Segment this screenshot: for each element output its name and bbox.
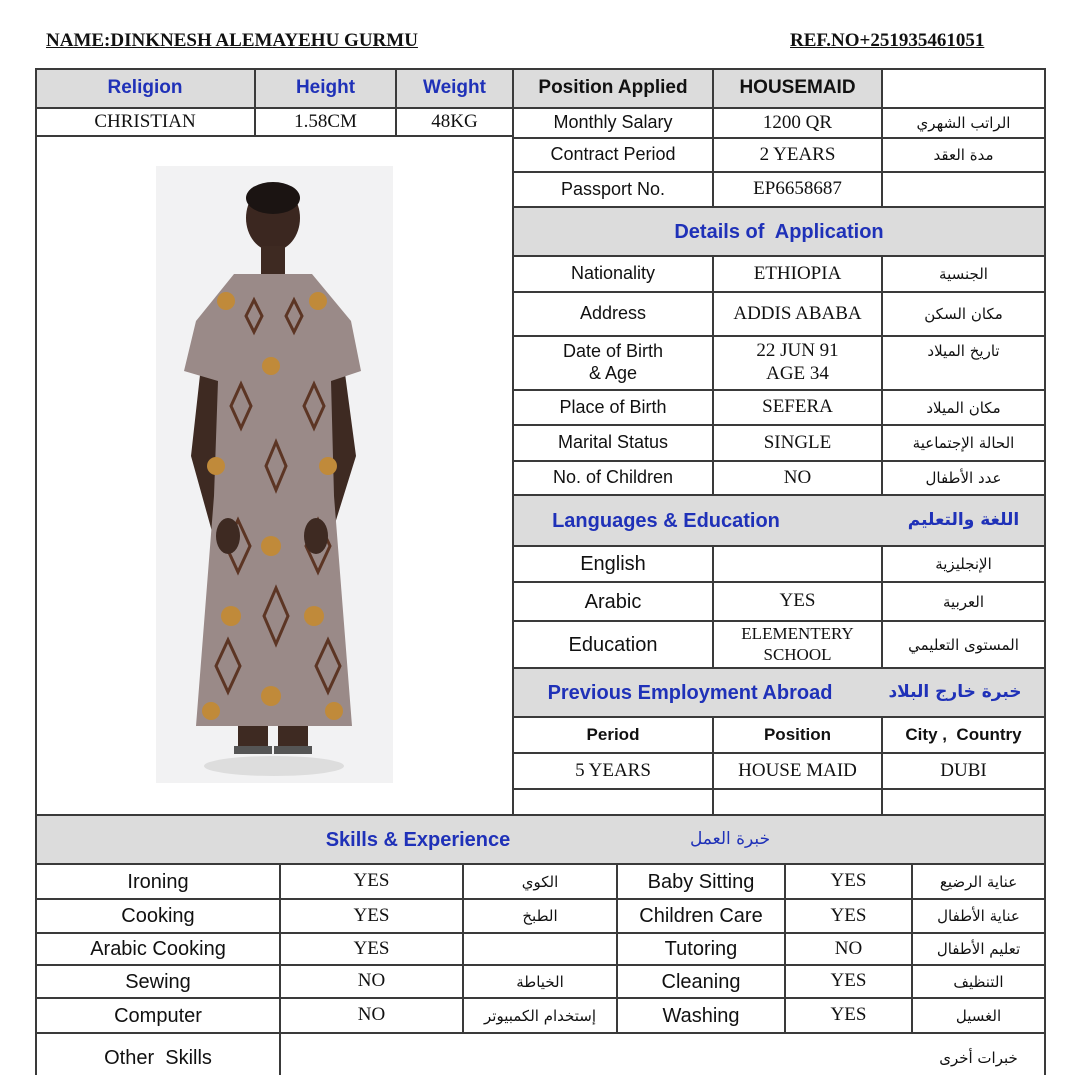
arabic-value: YES bbox=[779, 590, 816, 612]
address-label: Address bbox=[579, 303, 647, 324]
employment-header: Previous Employment Abroad bbox=[547, 681, 833, 704]
weight-value: 48KG bbox=[431, 110, 478, 132]
skill-computer-label: Computer bbox=[114, 1004, 202, 1027]
education-ar: المستوى التعليمي bbox=[908, 635, 1019, 654]
skill-washing-value: YES bbox=[830, 1004, 867, 1026]
skill-sewing-label: Sewing bbox=[125, 970, 191, 993]
monthly-salary-label: Monthly Salary bbox=[553, 112, 673, 133]
english-value bbox=[714, 547, 881, 581]
employment-position-header: Position bbox=[763, 724, 832, 744]
skill-arabic-cooking-ar bbox=[464, 934, 616, 964]
dob-label-line2: & Age bbox=[588, 363, 638, 383]
skill-sewing-value: NO bbox=[357, 970, 386, 992]
other-skills-ar: خبرات أخرى bbox=[939, 1048, 1018, 1067]
skill-tutoring-ar: تعليم الأطفال bbox=[936, 940, 1021, 958]
skill-cleaning-value: YES bbox=[830, 970, 867, 992]
applicant-photo bbox=[156, 166, 393, 783]
children-ar: عدد الأطفال bbox=[925, 469, 1002, 487]
education-label: Education bbox=[568, 633, 658, 656]
contract-period-label: Contract Period bbox=[550, 144, 676, 165]
skill-computer-value: NO bbox=[357, 1004, 386, 1026]
education-value-line1: ELEMENTERY bbox=[741, 624, 854, 644]
education-value bbox=[714, 622, 881, 667]
dob-value-date: 22 JUN 91 bbox=[756, 340, 839, 362]
nationality-value: ETHIOPIA bbox=[753, 262, 842, 284]
skill-children-care-ar: عناية الأطفال bbox=[937, 907, 1020, 925]
marital-ar: الحالة الإجتماعية bbox=[912, 434, 1015, 452]
skill-cooking-ar: الطبخ bbox=[522, 907, 558, 925]
marital-label: Marital Status bbox=[557, 432, 669, 453]
skill-cleaning-label: Cleaning bbox=[661, 970, 741, 993]
address-value: ADDIS ABABA bbox=[733, 302, 862, 324]
skills-header-ar: خبرة العمل bbox=[689, 829, 771, 850]
contract-period-ar: مدة العقد bbox=[933, 146, 994, 164]
skill-ironing-value: YES bbox=[353, 870, 390, 892]
employment-header-ar: خبرة خارج البلاد bbox=[888, 682, 1022, 703]
skill-arabic-cooking-value: YES bbox=[353, 937, 390, 959]
height-header: Height bbox=[295, 77, 356, 99]
skill-children-care-label: Children Care bbox=[639, 905, 763, 927]
skill-children-care-value: YES bbox=[830, 904, 867, 926]
nationality-label: Nationality bbox=[570, 263, 656, 284]
skill-tutoring-label: Tutoring bbox=[664, 938, 738, 960]
pob-label: Place of Birth bbox=[559, 396, 667, 417]
arabic-label: Arabic bbox=[584, 590, 642, 613]
skill-ironing-label: Ironing bbox=[127, 870, 189, 893]
skills-header: Skills & Experience bbox=[325, 828, 511, 851]
religion-value: CHRISTIAN bbox=[94, 110, 196, 132]
monthly-salary-ar: الراتب الشهري bbox=[916, 114, 1011, 132]
dob-value bbox=[714, 337, 881, 389]
english-ar: الإنجليزية bbox=[935, 555, 992, 573]
religion-header: Religion bbox=[107, 77, 183, 99]
marital-value: SINGLE bbox=[763, 431, 832, 453]
position-applied-label: Position Applied bbox=[538, 77, 688, 99]
pob-ar: مكان الميلاد bbox=[926, 398, 1001, 417]
skill-cleaning-ar: التنظيف bbox=[953, 972, 1004, 991]
employment-position-value: HOUSE MAID bbox=[738, 759, 857, 781]
details-header: Details of Application bbox=[674, 220, 884, 243]
reference-number: REF.NO+251935461051 bbox=[790, 30, 985, 51]
nationality-ar: الجنسية bbox=[939, 265, 988, 283]
skill-baby-sitting-ar: عناية الرضيع bbox=[939, 872, 1018, 891]
pob-value: SEFERA bbox=[762, 396, 833, 418]
skill-sewing-ar: الخياطة bbox=[516, 972, 564, 991]
dob-ar: تاريخ الميلاد bbox=[927, 342, 1000, 360]
skill-tutoring-value: NO bbox=[834, 937, 863, 959]
applicant-name: NAME:DINKNESH ALEMAYEHU GURMU bbox=[46, 30, 418, 51]
contract-period-value: 2 YEARS bbox=[759, 143, 836, 165]
skill-cooking-label: Cooking bbox=[121, 905, 195, 927]
skill-arabic-cooking-label: Arabic Cooking bbox=[90, 938, 226, 960]
skill-ironing-ar: الكوي bbox=[521, 872, 559, 891]
height-value: 1.58CM bbox=[294, 110, 357, 132]
passport-label: Passport No. bbox=[560, 178, 666, 199]
skill-washing-label: Washing bbox=[662, 1004, 740, 1027]
arabic-ar: العربية bbox=[943, 592, 984, 611]
position-applied-value: HOUSEMAID bbox=[739, 77, 856, 99]
dob-value-age: AGE 34 bbox=[766, 363, 829, 384]
passport-value: EP6658687 bbox=[753, 178, 842, 200]
skill-baby-sitting-value: YES bbox=[830, 870, 867, 892]
languages-header: Languages & Education bbox=[552, 509, 780, 532]
employment-city-header: City , Country bbox=[905, 724, 1022, 744]
monthly-salary-value: 1200 QR bbox=[762, 111, 833, 133]
languages-header-ar: اللغة والتعليم bbox=[907, 510, 1020, 531]
skill-baby-sitting-label: Baby Sitting bbox=[647, 870, 755, 893]
skill-cooking-value: YES bbox=[353, 904, 390, 926]
address-ar: مكان السكن bbox=[924, 305, 1003, 323]
skill-computer-ar: إستخدام الكمبيوتر bbox=[484, 1006, 596, 1025]
other-skills-label: Other Skills bbox=[104, 1046, 212, 1069]
portrait-illustration bbox=[156, 166, 393, 783]
children-label: No. of Children bbox=[552, 467, 674, 488]
employment-period-value: 5 YEARS bbox=[575, 759, 651, 781]
skill-washing-ar: الغسيل bbox=[955, 1006, 1002, 1025]
dob-label bbox=[514, 337, 712, 389]
english-label: English bbox=[580, 553, 646, 575]
weight-header: Weight bbox=[423, 77, 486, 99]
dob-label-line1: Date of Birth bbox=[562, 341, 664, 362]
education-value-line2: SCHOOL bbox=[763, 644, 832, 664]
employment-city-value: DUBI bbox=[940, 759, 987, 781]
children-value: NO bbox=[783, 466, 812, 488]
employment-period-header: Period bbox=[586, 724, 640, 744]
